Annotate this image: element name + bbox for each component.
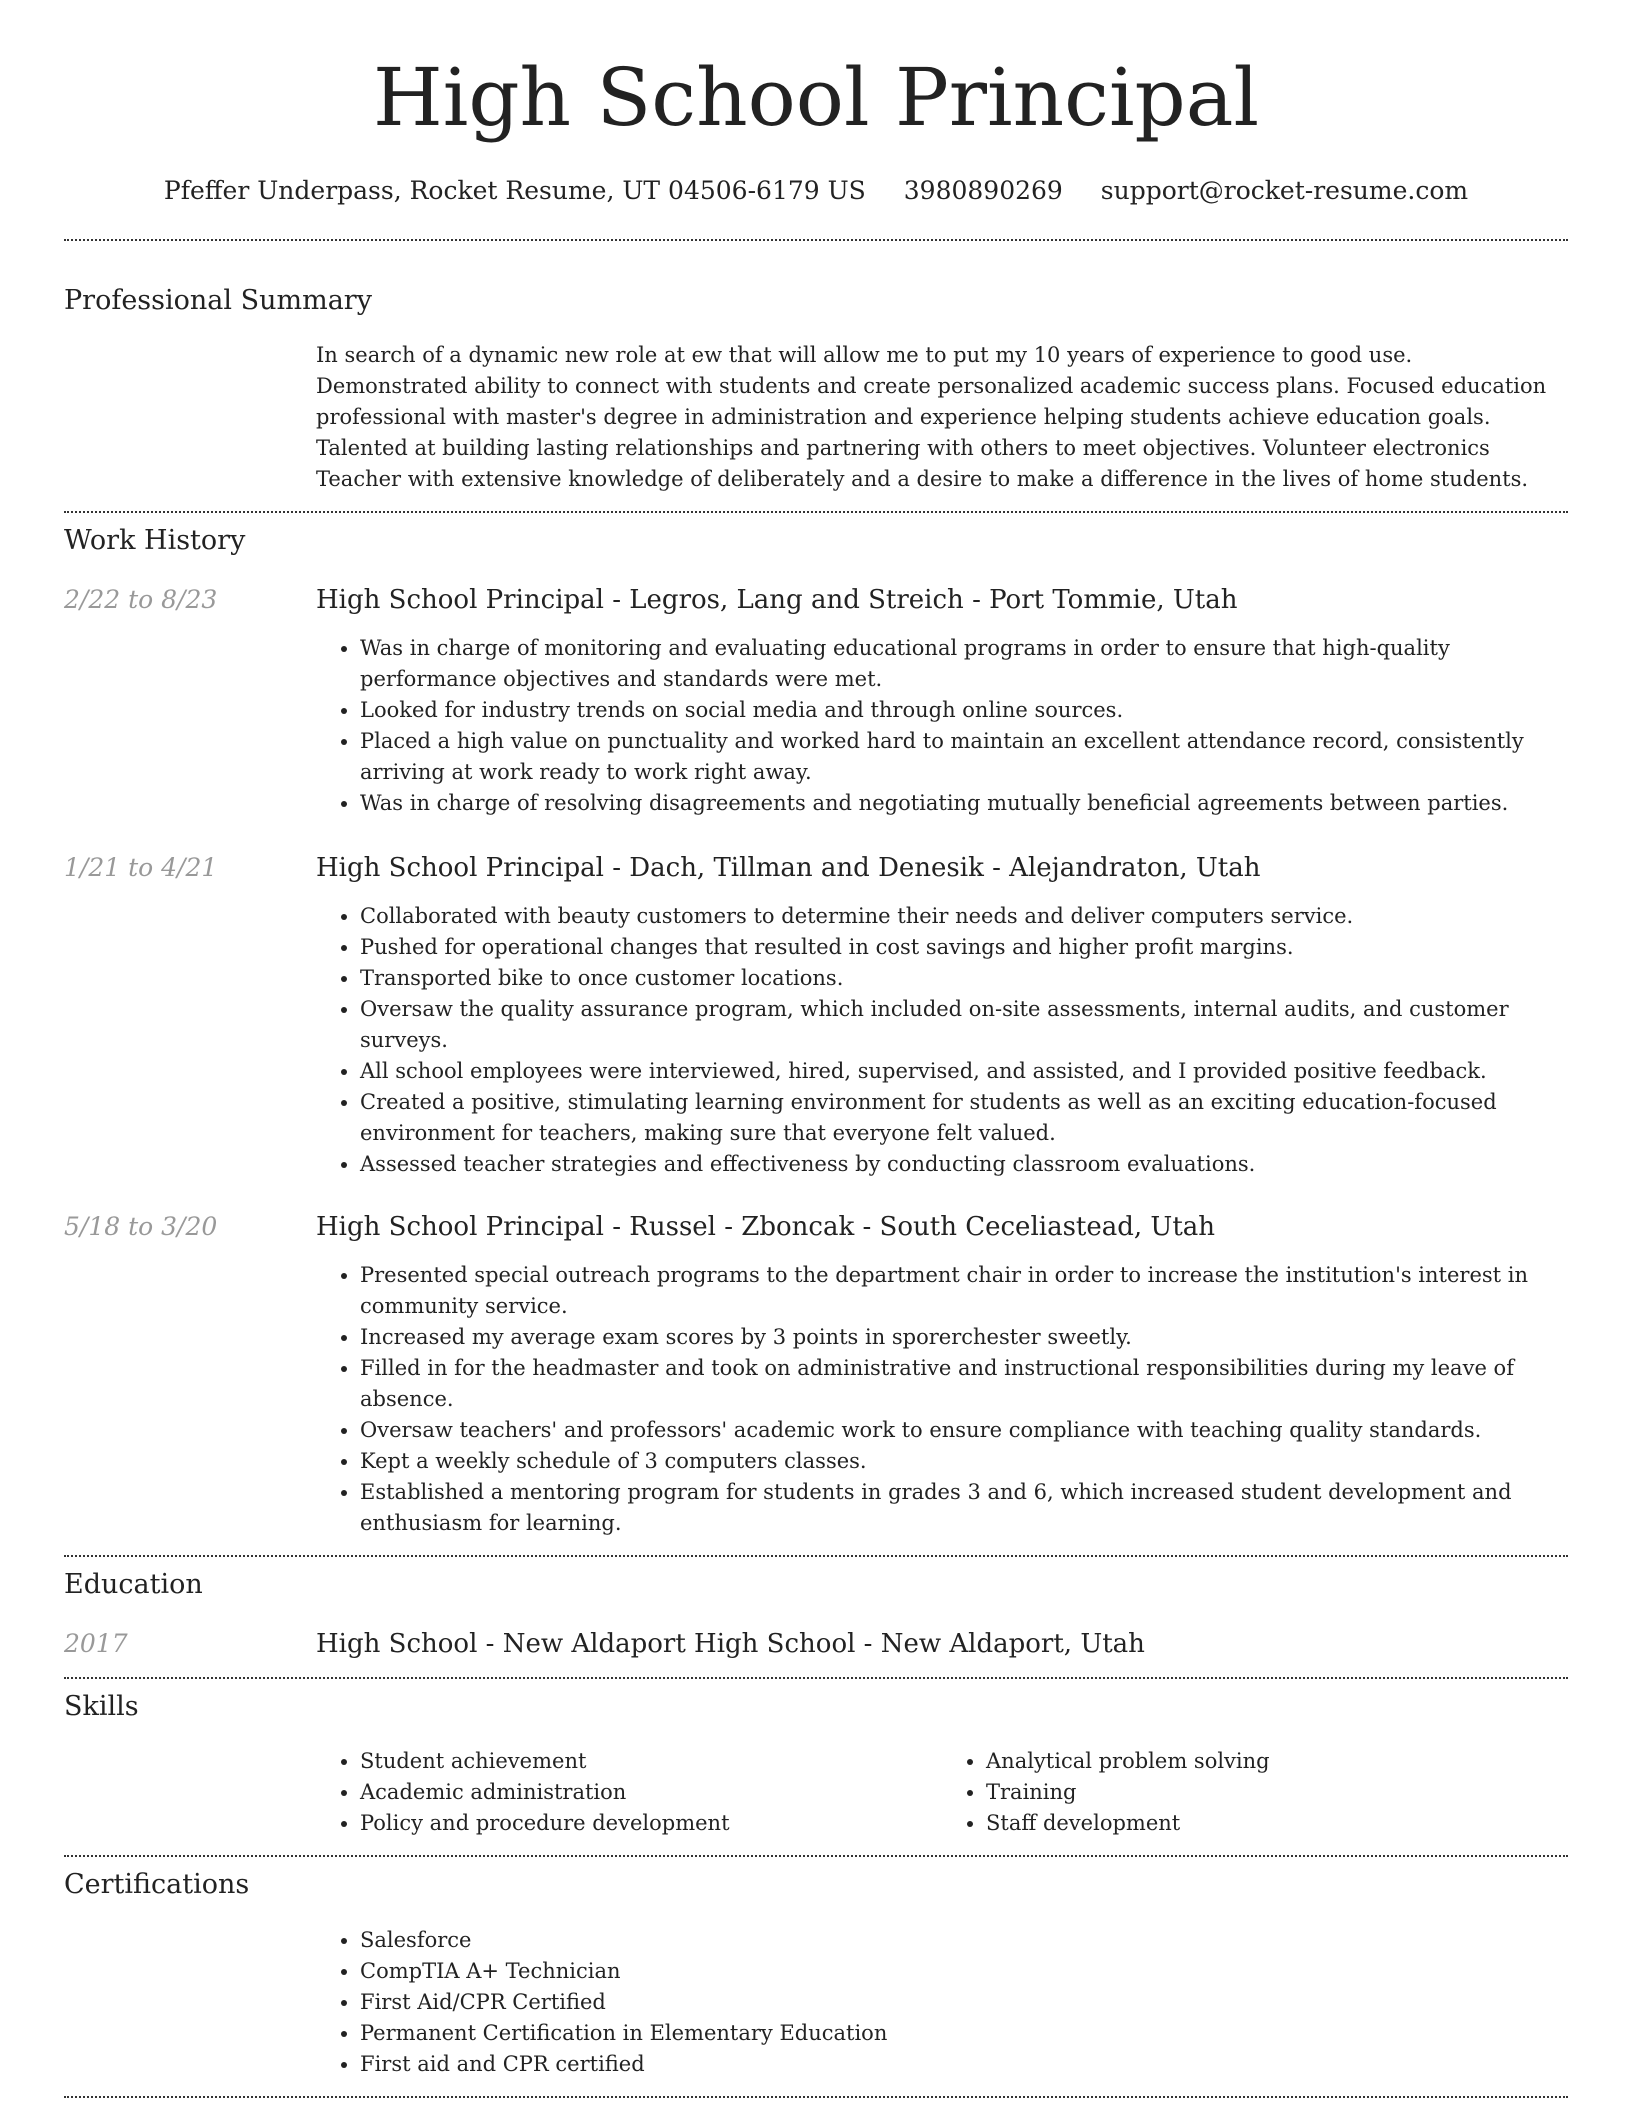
skills-heading: Skills [64, 1690, 139, 1722]
job-entry [64, 1212, 1568, 1539]
list-item: • Filled in for the headmaster and took on administrative and instructional responsibilities during my leave of absence. [360, 1353, 1568, 1415]
certification-item: • First Aid/CPR Certified [360, 1987, 1568, 2018]
education-title: High School - New Aldaport High School - New Aldaport, Utah [316, 1628, 1145, 1659]
skills-list [316, 1746, 1568, 1839]
job-date: 1/21 to 4/21 [64, 852, 218, 882]
certification-item: • Salesforce [360, 1925, 1568, 1956]
work-history-heading: Work History [64, 525, 246, 557]
summary-section [64, 285, 1568, 495]
work-history-section [64, 525, 1568, 1539]
contact-line [64, 176, 1568, 206]
section-divider [64, 239, 1568, 241]
job-date: 2/22 to 8/23 [64, 584, 218, 614]
contact-address: Pfeffer Underpass, Rocket Resume, UT 04506-6179 US [163, 176, 866, 205]
job-title: High School Principal - Legros, Lang and Streich - Port Tommie, Utah [316, 584, 1238, 615]
certifications-heading: Certifications [64, 1869, 250, 1901]
job-title: High School Principal - Russel - Zboncak - South Ceceliastead, Utah [316, 1212, 1216, 1243]
job-bullets [316, 901, 1568, 1180]
list-item: • Oversaw the quality assurance program, which included on-site assessments, internal audits, and customer surveys. [360, 994, 1568, 1056]
list-item: • Pushed for operational changes that resulted in cost savings and higher profit margins. [360, 932, 1568, 963]
list-item: • Was in charge of monitoring and evaluating educational programs in order to ensure that high-quality performance objectives and standards were met. [360, 633, 1568, 695]
list-item: • Established a mentoring program for students in grades 3 and 6, which increased student development and enthusiasm for learning. [360, 1477, 1568, 1539]
list-item: • Presented special outreach programs to the department chair in order to increase the institution's interest in community service. [360, 1260, 1568, 1322]
list-item: • Oversaw teachers' and professors' academic work to ensure compliance with teaching quality standards. [360, 1415, 1568, 1446]
education-entry [64, 1629, 1568, 1660]
section-divider [64, 2096, 1568, 2098]
list-item: • Created a positive, stimulating learning environment for students as well as an exciting education-focused environment for teachers, making sure that everyone felt valued. [360, 1087, 1568, 1149]
job-entry [64, 853, 1568, 1180]
list-item: • Kept a weekly schedule of 3 computers classes. [360, 1446, 1568, 1477]
section-divider [64, 511, 1568, 513]
job-bullets [316, 633, 1568, 819]
certifications-section [64, 1869, 1568, 2079]
certification-item: • Permanent Certification in Elementary Education [360, 2018, 1568, 2049]
list-item: • All school employees were interviewed, hired, supervised, and assisted, and I provided positive feedback. [360, 1056, 1568, 1087]
job-entry [64, 585, 1568, 819]
list-item: • Looked for industry trends on social media and through online sources. [360, 695, 1568, 726]
candidate-name: High School Principal [372, 51, 1260, 144]
skills-column-right [942, 1746, 1568, 1839]
skills-column-left [316, 1746, 942, 1839]
education-date: 2017 [64, 1628, 128, 1658]
summary-text: In search of a dynamic new role at ew that will allow me to put my 10 years of experience to good use. Demonstrated ability to connect with students and create personalized academic success plans. Focused education professional with master's degree in administration and experience helping students achieve education goals. Talented at building lasting relationships and partnering with others to meet objectives. Volunteer electronics Teacher with extensive knowledge of deliberately and a desire to make a difference in the lives of home students. [316, 343, 1547, 492]
education-heading: Education [64, 1569, 203, 1601]
summary-heading: Professional Summary [64, 285, 372, 316]
list-item: • Transported bike to once customer locations. [360, 963, 1568, 994]
section-divider [64, 1555, 1568, 1557]
list-item: • Placed a high value on punctuality and worked hard to maintain an excellent attendance record, consistently arriving at work ready to work right away. [360, 726, 1568, 788]
job-date: 5/18 to 3/20 [64, 1212, 218, 1242]
list-item: • Assessed teacher strategies and effectiveness by conducting classroom evaluations. [360, 1149, 1568, 1180]
contact-email: support@rocket-resume.com [1100, 176, 1469, 205]
list-item: • Was in charge of resolving disagreements and negotiating mutually beneficial agreements between parties. [360, 788, 1568, 819]
section-divider [64, 1855, 1568, 1857]
list-item: • Increased my average exam scores by 3 points in sporerchester sweetly. [360, 1322, 1568, 1353]
skill-item: • Training [986, 1777, 1568, 1808]
section-divider [64, 1677, 1568, 1679]
skill-item: • Staff development [986, 1808, 1568, 1839]
skill-item: • Policy and procedure development [360, 1808, 942, 1839]
list-item: • Collaborated with beauty customers to determine their needs and deliver computers service. [360, 901, 1568, 932]
skill-item: • Academic administration [360, 1777, 942, 1808]
job-title: High School Principal - Dach, Tillman and Denesik - Alejandraton, Utah [316, 852, 1261, 883]
job-bullets [316, 1260, 1568, 1539]
education-section [64, 1569, 1568, 1660]
skill-item: • Analytical problem solving [986, 1746, 1568, 1777]
certifications-list [316, 1925, 1568, 2080]
resume-page [64, 0, 1568, 2098]
skills-section [64, 1691, 1568, 1839]
certification-item: • CompTIA A+ Technician [360, 1956, 1568, 1987]
summary-body [316, 340, 1568, 495]
certification-item: • First aid and CPR certified [360, 2049, 1568, 2080]
skill-item: • Student achievement [360, 1746, 942, 1777]
contact-phone: 3980890269 [903, 176, 1063, 205]
